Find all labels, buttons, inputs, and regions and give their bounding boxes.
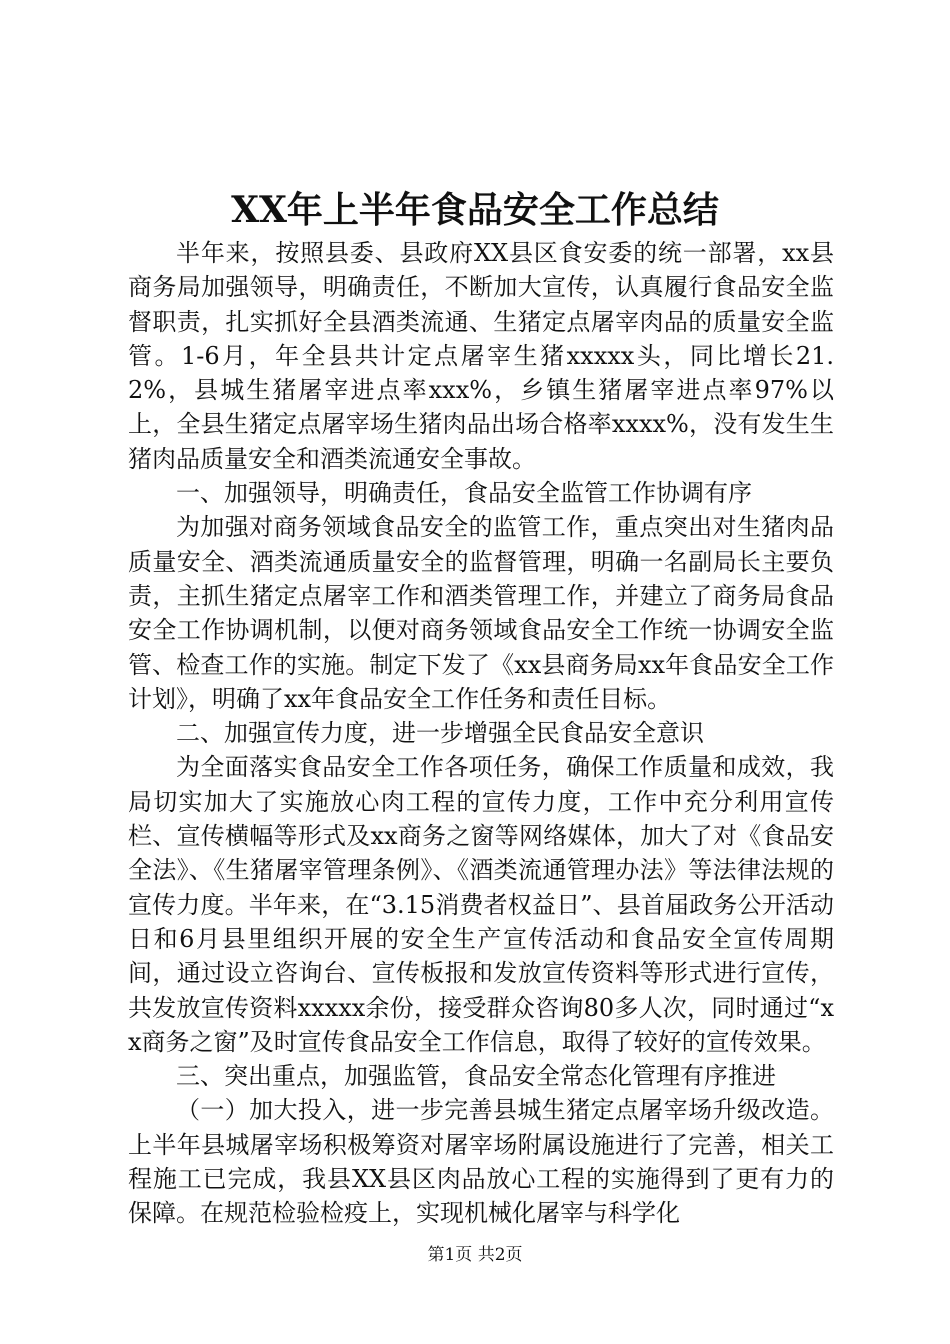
- page-number: 第1页: [427, 1245, 473, 1265]
- paragraph-section-3-1: （一）加大投入，进一步完善县城生猪定点屠宰场升级改造。上半年县城屠宰场积极筹资对屠宰场附属设施进行了完善，相关工程施工已完成，我县XX县区肉品放心工程的实施得到了更有力的保障。在规范检验检疫上，实现机械化屠宰与科学化: [128, 1096, 834, 1228]
- section-heading-1: 一、加强领导，明确责任，食品安全监管工作协调有序: [176, 479, 752, 508]
- document-title: XX年上半年食品安全工作总结: [231, 189, 719, 231]
- section-heading-3: 三、突出重点，加强监管，食品安全常态化管理有序推进: [176, 1062, 776, 1091]
- paragraph-section-1: 为加强对商务领域食品安全的监管工作，重点突出对生猪肉品质量安全、酒类流通质量安全的监督管理，明确一名副局长主要负责，主抓生猪定点屠宰工作和酒类管理工作，并建立了商务局食品安全工作协调机制，以便对商务领域食品安全工作统一协调安全监管、检查工作的实施。制定下发了《xx县商务局xx年食品安全工作计划》，明确了xx年食品安全工作任务和责任目标。: [128, 513, 834, 713]
- paragraph-section-2: 为全面落实食品安全工作各项任务，确保工作质量和成效，我局切实加大了实施放心肉工程的宣传力度，工作中充分利用宣传栏、宣传横幅等形式及xx商务之窗等网络媒体，加大了对《食品安全法》、《生猪屠宰管理条例》、《酒类流通管理办法》等法律法规的宣传力度。半年来，在“3.15消费者权益日”、县首届政务公开活动日和6月县里组织开展的安全生产宣传活动和食品安全宣传周期间，通过设立咨询台、宣传板报和发放宣传资料等形式进行宣传，共发放宣传资料xxxxx余份，接受群众咨询80多人次，同时通过“xx商务之窗”及时宣传食品安全工作信息，取得了较好的宣传效果。: [128, 753, 834, 1056]
- page-total: 共2页: [477, 1245, 523, 1265]
- document-body: [128, 236, 834, 1231]
- section-heading-2: 二、加强宣传力度，进一步增强全民食品安全意识: [176, 719, 704, 748]
- page-footer: [0, 1243, 950, 1267]
- paragraph-intro: 半年来，按照县委、县政府XX县区食安委的统一部署，xx县商务局加强领导，明确责任，不断加大宣传，认真履行食品安全监督职责，扎实抓好全县酒类流通、生猪定点屠宰肉品的质量安全监管。1-6月，年全县共计定点屠宰生猪xxxxx头，同比增长21.2%，县城生猪屠宰进点率xxx%，乡镇生猪屠宰进点率97%以上，全县生猪定点屠宰场生猪肉品出场合格率xxxx%，没有发生生猪肉品质量安全和酒类流通安全事故。: [128, 239, 834, 473]
